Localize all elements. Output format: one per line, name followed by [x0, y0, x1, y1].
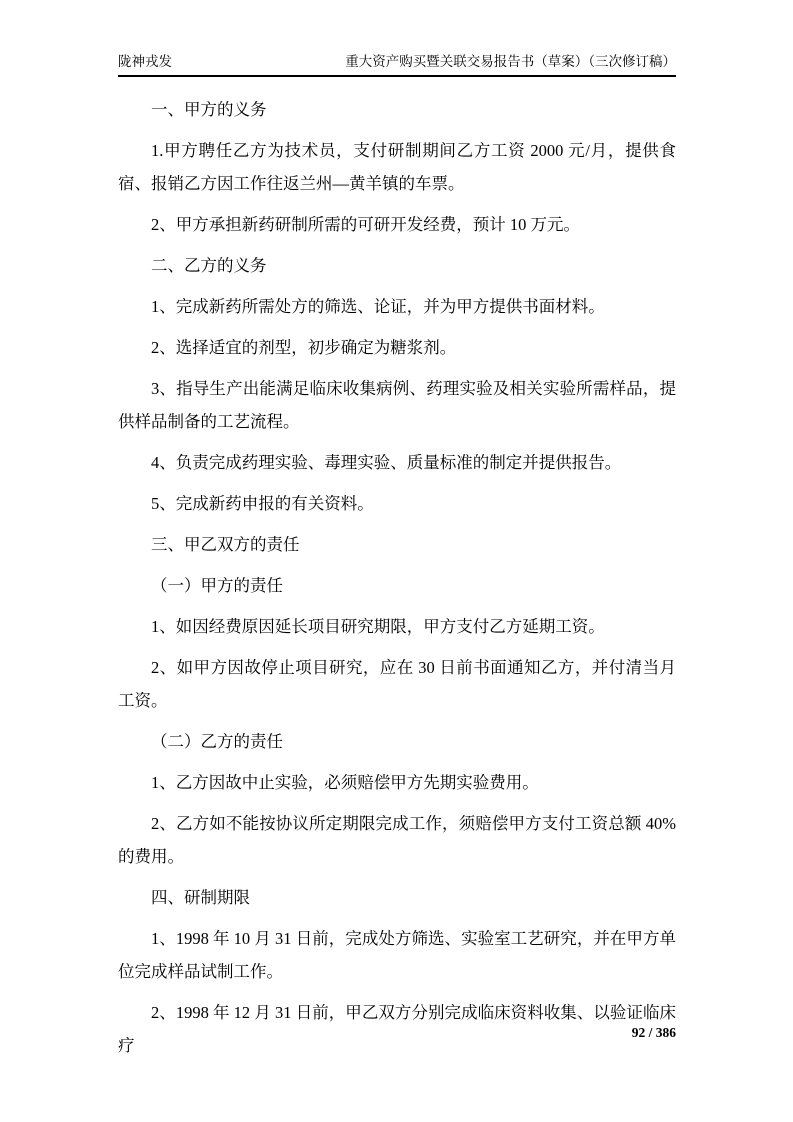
page-header — [118, 0, 676, 77]
paragraph-party-b-item-2: 2、选择适宜的剂型，初步确定为糖浆剂。 — [151, 338, 457, 357]
header-company-name: 陇神戎发 — [118, 54, 172, 69]
paragraph-resp-a-item-1: 1、如因经费原因延长项目研究期限，甲方支付乙方延期工资。 — [151, 617, 605, 636]
heading-party-a-obligations: 一、甲方的义务 — [151, 100, 267, 119]
paragraph-resp-b-item-2: 2、乙方如不能按协议所定期限完成工作，须赔偿甲方支付工资总额 40%的费用。 — [118, 814, 676, 866]
paragraph-resp-a-item-2: 2、如甲方因故停止项目研究，应在 30 日前书面通知乙方，并付清当月工资。 — [118, 658, 676, 710]
heading-party-b-obligations: 二、乙方的义务 — [151, 256, 267, 275]
heading-party-a-responsibility: （一）甲方的责任 — [151, 576, 283, 595]
paragraph-party-a-item-2: 2、甲方承担新药研制所需的可研开发经费，预计 10 万元。 — [151, 215, 580, 234]
heading-development-period: 四、研制期限 — [151, 888, 250, 907]
paragraph-period-item-1: 1、1998 年 10 月 31 日前，完成处方筛选、实验室工艺研究，并在甲方单位完成样品试制工作。 — [118, 929, 676, 981]
header-document-title: 重大资产购买暨关联交易报告书（草案）（三次修订稿） — [345, 54, 676, 69]
paragraph-period-item-2: 2、1998 年 12 月 31 日前，甲乙双方分别完成临床资料收集、以验证临床疗 — [118, 1003, 676, 1055]
paragraph-resp-b-item-1: 1、乙方因故中止实验，必须赔偿甲方先期实验费用。 — [151, 773, 539, 792]
paragraph-party-a-item-1: 1.甲方聘任乙方为技术员，支付研制期间乙方工资 2000 元/月，提供食宿、报销乙方因工作往返兰州—黄羊镇的车票。 — [118, 141, 676, 193]
heading-responsibilities: 三、甲乙双方的责任 — [151, 535, 300, 554]
paragraph-party-b-item-5: 5、完成新药申报的有关资料。 — [151, 494, 374, 513]
document-body — [118, 93, 676, 1062]
paragraph-party-b-item-4: 4、负责完成药理实验、毒理实验、质量标准的制定并提供报告。 — [151, 453, 622, 472]
heading-party-b-responsibility: （二）乙方的责任 — [151, 732, 283, 751]
page-number: 92 / 386 — [631, 1025, 676, 1040]
paragraph-party-b-item-3: 3、指导生产出能满足临床收集病例、药理实验及相关实验所需样品，提供样品制备的工艺流程。 — [118, 379, 676, 431]
paragraph-party-b-item-1: 1、完成新药所需处方的筛选、论证，并为甲方提供书面材料。 — [151, 297, 605, 316]
